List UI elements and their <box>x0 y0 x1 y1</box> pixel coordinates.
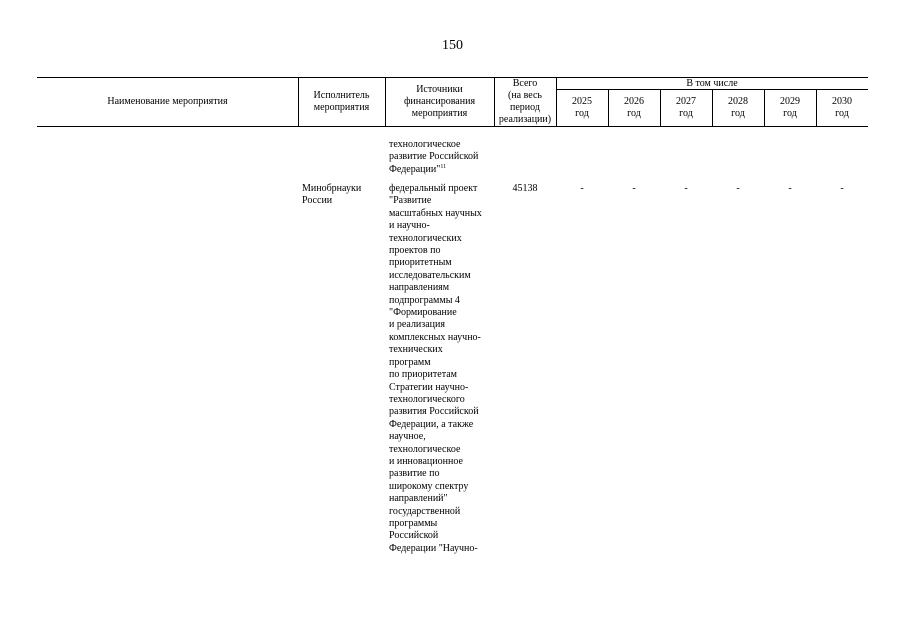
row-total: 45138 <box>512 183 538 194</box>
row-year-2027: - <box>684 183 688 194</box>
header-year-2029: 2029 год <box>780 96 800 119</box>
row-year-2030: - <box>840 183 844 194</box>
header-year-2026: 2026 год <box>624 96 644 119</box>
page-number: 150 <box>442 38 463 53</box>
row-funding-source: федеральный проект "Развитие масштабных научных и научно- технологических проектов по приоритетным исследовательским направлениям подпрограммы 4 "Формирование и реализация комплексных научно- технических программ по приоритетам Стратегии научно- технологического развития Российской Федерации, а также научное, технологическое и инновационное развитие по широкому спектру направлений" государственной программы Российской Федерации "Научно- <box>389 183 482 554</box>
row-year-2028: - <box>736 183 740 194</box>
header-year-2025: 2025 год <box>572 96 592 119</box>
header-year-2027: 2027 год <box>676 96 696 119</box>
header-year-2030: 2030 год <box>832 96 852 119</box>
row-year-2026: - <box>632 183 636 194</box>
row-year-2029: - <box>788 183 792 194</box>
header-including: В том числе <box>686 78 738 89</box>
continuation-source-text: технологическое развитие Российской Федерации"$^{11}$ <box>389 139 479 175</box>
row-executor: Минобрнауки России <box>302 183 362 207</box>
header-total: Всего (на весь период реализации) <box>498 78 552 125</box>
header-year-2028: 2028 год <box>728 96 748 119</box>
header-executor: Исполнитель мероприятия <box>313 90 370 113</box>
header-bottom-border <box>37 126 868 127</box>
header-funding-sources: Источники финансирования мероприятия <box>403 84 476 119</box>
footnote-mark: 11 <box>440 163 447 170</box>
header-measure-name: Наименование мероприятия <box>107 96 228 107</box>
row-year-2025: - <box>580 183 584 194</box>
